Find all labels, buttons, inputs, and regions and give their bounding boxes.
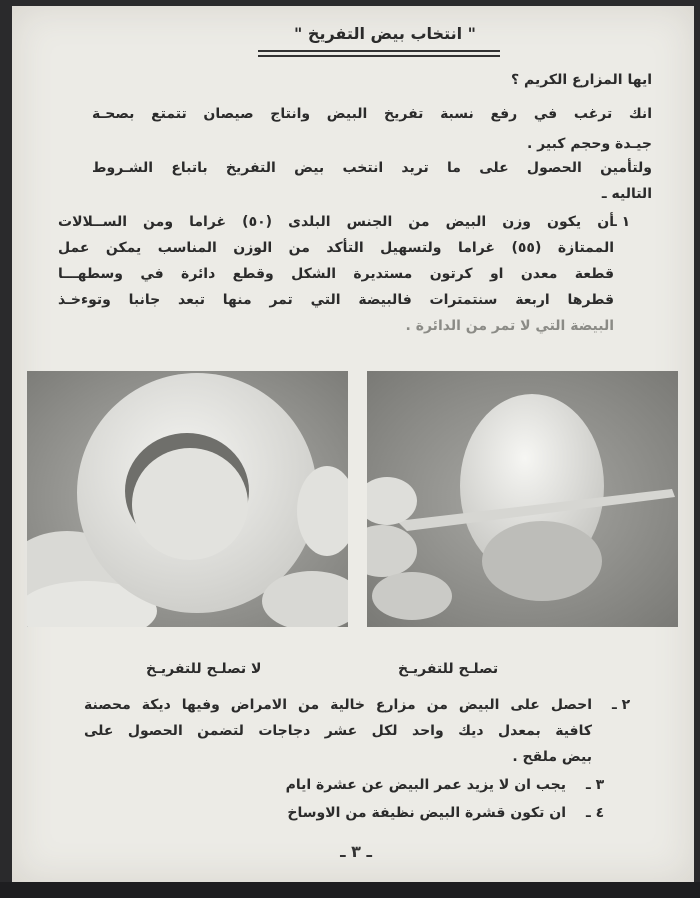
conditions-intro-line: ولتأمين الحصول على ما تريد انتخب بيض التفريخ باتباع الشـروط [92,160,652,176]
page-number: ـ ٣ ـ [340,842,372,861]
caption-unsuitable: لا تصلـح للتفريـخ [146,661,262,677]
caption-suitable: تصلـح للتفريـخ [398,661,499,677]
intro-line: جيـدة وحجم كبير . [526,136,652,152]
scan-border [0,882,700,898]
item2-line: احصل على البيض من مزارع خالية من الامراض وفيها ديكة محصنة [84,697,592,713]
item-number: ٣ ـ [586,777,605,793]
egg-ring-illustration [27,371,348,627]
egg-ring-illustration [367,371,678,627]
photo-unsuitable-egg [27,371,348,627]
title-underline [258,55,500,57]
item1-line: قطرها اربعة سنتمترات فالبيضة التي تمر منها تبعد جانبا وتوءخـذ [58,292,614,308]
item1-line: أن يكون وزن البيض من الجنس البلدى (٥٠) غراما ومن الســلالات [58,214,614,230]
greeting: ايها المزارع الكريم ؟ [510,72,652,88]
item1-line: الممتازة (٥٥) غراما ولتسهيل التأكد من الوزن المناسب يمكن عمل [58,240,614,256]
conditions-intro-line: التاليه ـ [601,186,652,202]
item4-text: ان تكون قشرة البيض نظيفة من الاوساخ [287,805,566,821]
item1-line: البيضة التي لا تمر من الدائرة . [405,318,614,334]
intro-line: انك ترغب في رفع نسبة تفريخ البيض وانتاج صيصان تتمتع بصحـة [92,106,652,122]
item1-line: قطعة معدن او كرتون مستديرة الشكل وقطع دائرة في وسطهـــا [58,266,614,282]
item2-line: بيض ملقح . [512,749,592,765]
title-underline [258,50,500,52]
item-number: ١ ـ [612,214,631,230]
page-title: " انتخاب بيض التفريخ " [294,24,476,43]
photo-suitable-egg [367,371,678,627]
item-number: ٢ ـ [612,697,631,713]
item3-text: يجب ان لا يزيد عمر البيض عن عشرة ايام [285,777,566,793]
item-number: ٤ ـ [586,805,605,821]
item2-line: كافية بمعدل ديك واحد لكل عشر دجاجات لتضمن الحصول على [84,723,592,739]
